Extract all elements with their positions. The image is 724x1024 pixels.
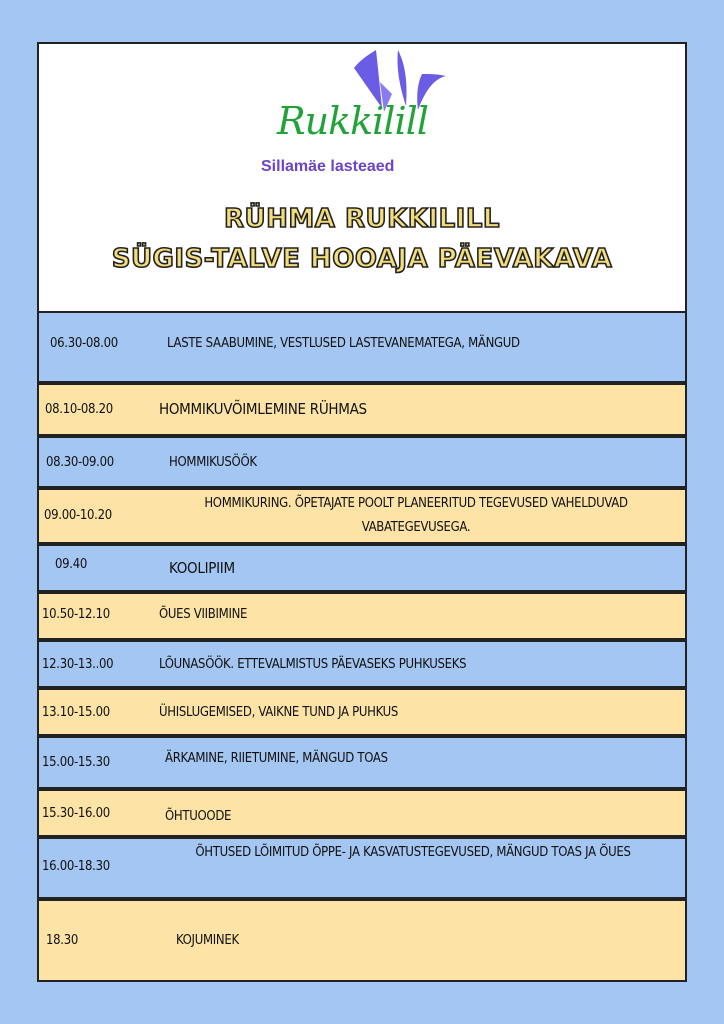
schedule-row: [39, 436, 685, 488]
row-time: 06.30-08.00: [50, 336, 118, 351]
schedule-sheet: [37, 42, 687, 982]
logo-subtitle: Sillamäe lasteaed: [261, 158, 395, 175]
schedule-row: [39, 544, 685, 592]
row-activity: ÕHTUSED LÕIMITUD ÕPPE- JA KASVATUSTEGEVUSED, MÄNGUD TOAS JA ÕUES: [195, 845, 631, 860]
row-time: 18.30: [46, 933, 78, 948]
schedule-row: [39, 688, 685, 736]
row-time: 08.10-08.20: [45, 402, 113, 417]
schedule-row: [39, 592, 685, 640]
row-activity: KOJUMINEK: [176, 933, 239, 948]
page-title-line1: RÜHMA RUKKILILL: [224, 204, 500, 234]
header: [39, 44, 685, 313]
schedule-row: [39, 899, 685, 980]
row-activity: LASTE SAABUMINE, VESTLUSED LASTEVANEMATEGA, MÄNGUD: [167, 336, 520, 351]
row-time: 15.00-15.30: [42, 755, 110, 770]
row-activity: ÜHISLUGEMISED, VAIKNE TUND JA PUHKUS: [159, 705, 399, 720]
row-activity: ÄRKAMINE, RIIETUMINE, MÄNGUD TOAS: [165, 751, 388, 766]
row-time: 13.10-15.00: [42, 705, 110, 720]
schedule-row: [39, 383, 685, 436]
row-time: 15.30-16.00: [42, 806, 110, 821]
row-activity: LÕUNASÖÖK. ETTEVALMISTUS PÄEVASEKS PUHKUSEKS: [159, 657, 467, 672]
row-activity: HOMMIKUVÕIMLEMINE RÜHMAS: [159, 400, 367, 418]
row-activity: ÕHTUOODE: [165, 809, 232, 824]
row-time: 09.00-10.20: [44, 508, 112, 523]
row-time: 10.50-12.10: [42, 607, 110, 622]
row-time: 12.30-13..00: [42, 657, 114, 672]
schedule-row: [39, 837, 685, 899]
row-activity: ÕUES VIIBIMINE: [159, 607, 248, 622]
logo-name: Rukkilill: [277, 99, 428, 143]
row-activity: HOMMIKURING. ÕPETAJATE POOLT PLANEERITUD TEGEVUSED VAHELDUVAD VABATEGEVUSEGA.: [204, 496, 628, 535]
page-title-line2: SÜGIS-TALVE HOOAJA PÄEVAKAVA: [111, 244, 613, 274]
schedule-row: [39, 736, 685, 789]
row-time: 09.40: [55, 557, 87, 572]
row-time: 16.00-18.30: [42, 859, 110, 874]
row-time: 08.30-09.00: [46, 455, 114, 470]
schedule-row: [39, 311, 685, 383]
row-activity: KOOLIPIIM: [169, 559, 235, 577]
schedule-row: [39, 640, 685, 688]
schedule-row: [39, 488, 685, 544]
row-activity: HOMMIKUSÖÖK: [169, 455, 257, 470]
schedule-row: [39, 789, 685, 837]
